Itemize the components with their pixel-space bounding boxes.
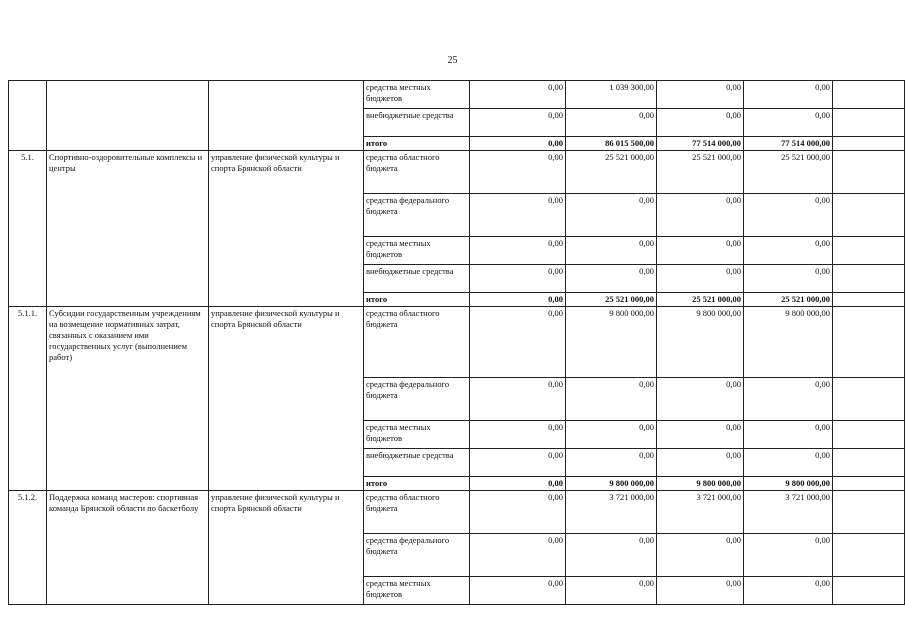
- empty-cell: [833, 109, 905, 137]
- budget-table-body: [9, 81, 905, 605]
- funding-source: средства областного бюджета: [364, 307, 470, 378]
- empty-cell: [833, 307, 905, 378]
- amount-cell: 3 721 000,00: [657, 491, 744, 534]
- amount-cell: 0,00: [470, 577, 566, 605]
- item-executor: управление физической культуры и спорта Брянской области: [209, 491, 364, 605]
- amount-cell: 0,00: [657, 237, 744, 265]
- funding-source: средства местных бюджетов: [364, 237, 470, 265]
- empty-cell: [833, 449, 905, 477]
- funding-source: внебюджетные средства: [364, 265, 470, 293]
- amount-cell: 25 521 000,00: [566, 293, 657, 307]
- funding-source: итого: [364, 477, 470, 491]
- item-executor: управление физической культуры и спорта Брянской области: [209, 151, 364, 307]
- funding-source: средства федерального бюджета: [364, 378, 470, 421]
- empty-cell: [833, 378, 905, 421]
- funding-source: средства областного бюджета: [364, 151, 470, 194]
- amount-cell: 1 039 300,00: [566, 81, 657, 109]
- empty-cell: [833, 151, 905, 194]
- amount-cell: 0,00: [470, 293, 566, 307]
- amount-cell: 9 800 000,00: [657, 307, 744, 378]
- item-name: Спортивно-оздоровительные комплексы и центры: [47, 151, 209, 307]
- empty-cell: [833, 237, 905, 265]
- empty-cell: [833, 81, 905, 109]
- amount-cell: 0,00: [470, 421, 566, 449]
- amount-cell: 9 800 000,00: [657, 477, 744, 491]
- amount-cell: 9 800 000,00: [566, 477, 657, 491]
- budget-table: [8, 80, 905, 605]
- amount-cell: 0,00: [470, 477, 566, 491]
- funding-source: средства федерального бюджета: [364, 194, 470, 237]
- amount-cell: 0,00: [657, 265, 744, 293]
- item-number: [9, 81, 47, 151]
- amount-cell: 0,00: [744, 265, 833, 293]
- amount-cell: 0,00: [566, 534, 657, 577]
- amount-cell: 0,00: [657, 534, 744, 577]
- funding-source: средства местных бюджетов: [364, 421, 470, 449]
- item-name: [47, 81, 209, 151]
- funding-source: средства местных бюджетов: [364, 81, 470, 109]
- amount-cell: 0,00: [566, 421, 657, 449]
- amount-cell: 0,00: [657, 421, 744, 449]
- amount-cell: 0,00: [470, 137, 566, 151]
- table-row: [9, 491, 905, 534]
- amount-cell: 0,00: [470, 194, 566, 237]
- amount-cell: 0,00: [470, 109, 566, 137]
- funding-source: итого: [364, 137, 470, 151]
- funding-source: внебюджетные средства: [364, 109, 470, 137]
- amount-cell: 0,00: [470, 534, 566, 577]
- amount-cell: 0,00: [744, 194, 833, 237]
- amount-cell: 3 721 000,00: [744, 491, 833, 534]
- amount-cell: 0,00: [470, 81, 566, 109]
- amount-cell: 0,00: [566, 265, 657, 293]
- amount-cell: 0,00: [470, 378, 566, 421]
- item-number: 5.1.1.: [9, 307, 47, 491]
- amount-cell: 25 521 000,00: [744, 293, 833, 307]
- amount-cell: 25 521 000,00: [566, 151, 657, 194]
- empty-cell: [833, 577, 905, 605]
- item-name: Поддержка команд мастеров: спортивная команда Брянской области по баскетболу: [47, 491, 209, 605]
- amount-cell: 77 514 000,00: [657, 137, 744, 151]
- funding-source: средства федерального бюджета: [364, 534, 470, 577]
- amount-cell: 0,00: [744, 421, 833, 449]
- amount-cell: 0,00: [657, 378, 744, 421]
- amount-cell: 0,00: [657, 109, 744, 137]
- item-number: 5.1.2.: [9, 491, 47, 605]
- amount-cell: 86 015 500,00: [566, 137, 657, 151]
- table-row: [9, 307, 905, 378]
- amount-cell: 0,00: [566, 109, 657, 137]
- item-executor: [209, 81, 364, 151]
- amount-cell: 0,00: [566, 237, 657, 265]
- amount-cell: 0,00: [744, 109, 833, 137]
- amount-cell: 3 721 000,00: [566, 491, 657, 534]
- amount-cell: 9 800 000,00: [744, 477, 833, 491]
- empty-cell: [833, 293, 905, 307]
- amount-cell: 9 800 000,00: [744, 307, 833, 378]
- empty-cell: [833, 491, 905, 534]
- table-row: [9, 151, 905, 194]
- empty-cell: [833, 265, 905, 293]
- amount-cell: 0,00: [744, 534, 833, 577]
- amount-cell: 0,00: [470, 265, 566, 293]
- empty-cell: [833, 534, 905, 577]
- amount-cell: 0,00: [470, 491, 566, 534]
- item-name: Субсидии государственным учреждениям на возмещение нормативных затрат, связанных с оказанием ими государственных услуг (выполнением работ): [47, 307, 209, 491]
- amount-cell: 0,00: [744, 237, 833, 265]
- amount-cell: 0,00: [657, 577, 744, 605]
- amount-cell: 0,00: [566, 577, 657, 605]
- funding-source: средства местных бюджетов: [364, 577, 470, 605]
- amount-cell: 25 521 000,00: [657, 293, 744, 307]
- item-number: 5.1.: [9, 151, 47, 307]
- amount-cell: 0,00: [470, 449, 566, 477]
- amount-cell: 0,00: [657, 449, 744, 477]
- empty-cell: [833, 421, 905, 449]
- amount-cell: 0,00: [566, 194, 657, 237]
- table-row: [9, 81, 905, 109]
- empty-cell: [833, 477, 905, 491]
- amount-cell: 0,00: [744, 81, 833, 109]
- amount-cell: 0,00: [566, 449, 657, 477]
- funding-source: средства областного бюджета: [364, 491, 470, 534]
- item-executor: управление физической культуры и спорта Брянской области: [209, 307, 364, 491]
- amount-cell: 77 514 000,00: [744, 137, 833, 151]
- empty-cell: [833, 137, 905, 151]
- amount-cell: 0,00: [744, 577, 833, 605]
- amount-cell: 0,00: [566, 378, 657, 421]
- funding-source: итого: [364, 293, 470, 307]
- page-number: 25: [447, 55, 458, 66]
- amount-cell: 0,00: [657, 194, 744, 237]
- amount-cell: 25 521 000,00: [744, 151, 833, 194]
- funding-source: внебюджетные средства: [364, 449, 470, 477]
- amount-cell: 0,00: [744, 378, 833, 421]
- empty-cell: [833, 194, 905, 237]
- amount-cell: 0,00: [657, 81, 744, 109]
- amount-cell: 0,00: [470, 151, 566, 194]
- amount-cell: 9 800 000,00: [566, 307, 657, 378]
- amount-cell: 0,00: [744, 449, 833, 477]
- amount-cell: 25 521 000,00: [657, 151, 744, 194]
- amount-cell: 0,00: [470, 237, 566, 265]
- amount-cell: 0,00: [470, 307, 566, 378]
